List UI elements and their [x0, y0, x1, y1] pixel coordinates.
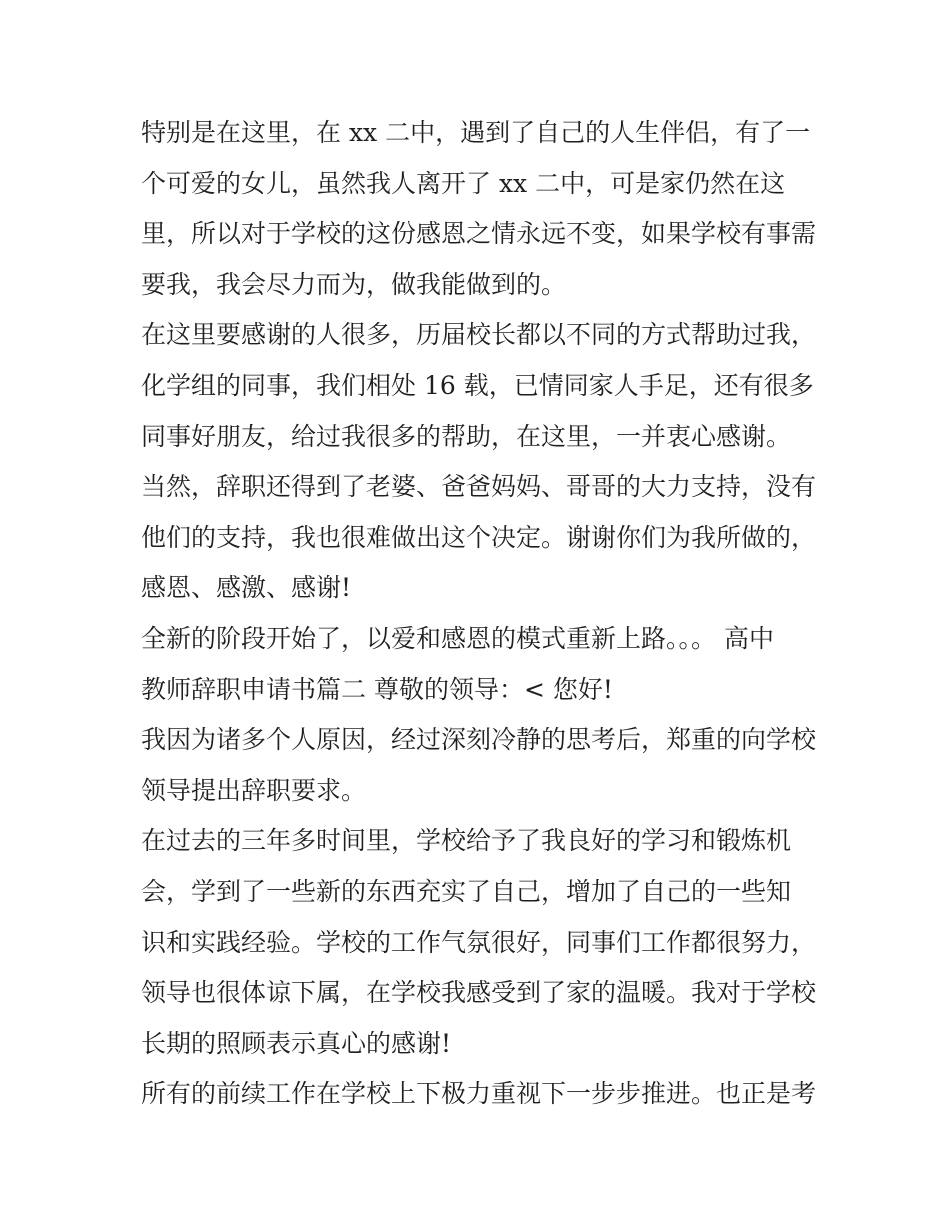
text-line: 特别是在这里，在 xx 二中，遇到了自己的人生伴侣，有了一: [141, 118, 811, 147]
text-line: 领导也很体谅下属，在学校我感受到了家的温暖。我对于学校: [141, 978, 817, 1008]
text-line: 个可爱的女儿，虽然我人离开了 xx 二中，可是家仍然在这: [141, 168, 786, 198]
text-line: 全新的阶段开始了，以爱和感恩的模式重新上路。。。 高中: [141, 623, 774, 653]
text-line: 他们的支持，我也很难做出这个决定。谢谢你们为我所做的，: [141, 522, 817, 552]
text-line: 在过去的三年多时间里，学校给予了我良好的学习和锻炼机: [141, 826, 792, 856]
text-line: 领导提出辞职要求。: [141, 775, 367, 805]
text-line: 当然，辞职还得到了老婆、爸爸妈妈、哥哥的大力支持，没有: [141, 472, 817, 502]
text-line: 要我，我会尽力而为，做我能做到的。: [141, 269, 567, 299]
text-line: 长期的照顾表示真心的感谢!: [141, 1028, 452, 1058]
body-text: [141, 108, 841, 1120]
text-line: 教师辞职申请书篇二 尊敬的领导：< 您好!: [141, 674, 613, 704]
text-line: 所有的前续工作在学校上下极力重视下一步步推进。也正是考: [141, 1079, 817, 1109]
text-line: 我因为诸多个人原因，经过深刻冷静的思考后，郑重的向学校: [141, 725, 817, 755]
text-line: 同事好朋友，给过我很多的帮助，在这里，一并衷心感谢。: [141, 421, 792, 451]
text-line: 化学组的同事，我们相处 16 载，已情同家人手足，还有很多: [141, 370, 814, 400]
text-line: 感恩、感激、感谢!: [141, 573, 352, 603]
text-line: 在这里要感谢的人很多，历届校长都以不同的方式帮助过我，: [141, 320, 817, 350]
text-line: 识和实践经验。学校的工作气氛很好，同事们工作都很努力，: [141, 927, 817, 957]
text-line: 里，所以对于学校的这份感恩之情永远不变，如果学校有事需: [141, 219, 817, 249]
text-line: 会，学到了一些新的东西充实了自己，增加了自己的一些知: [141, 876, 792, 906]
